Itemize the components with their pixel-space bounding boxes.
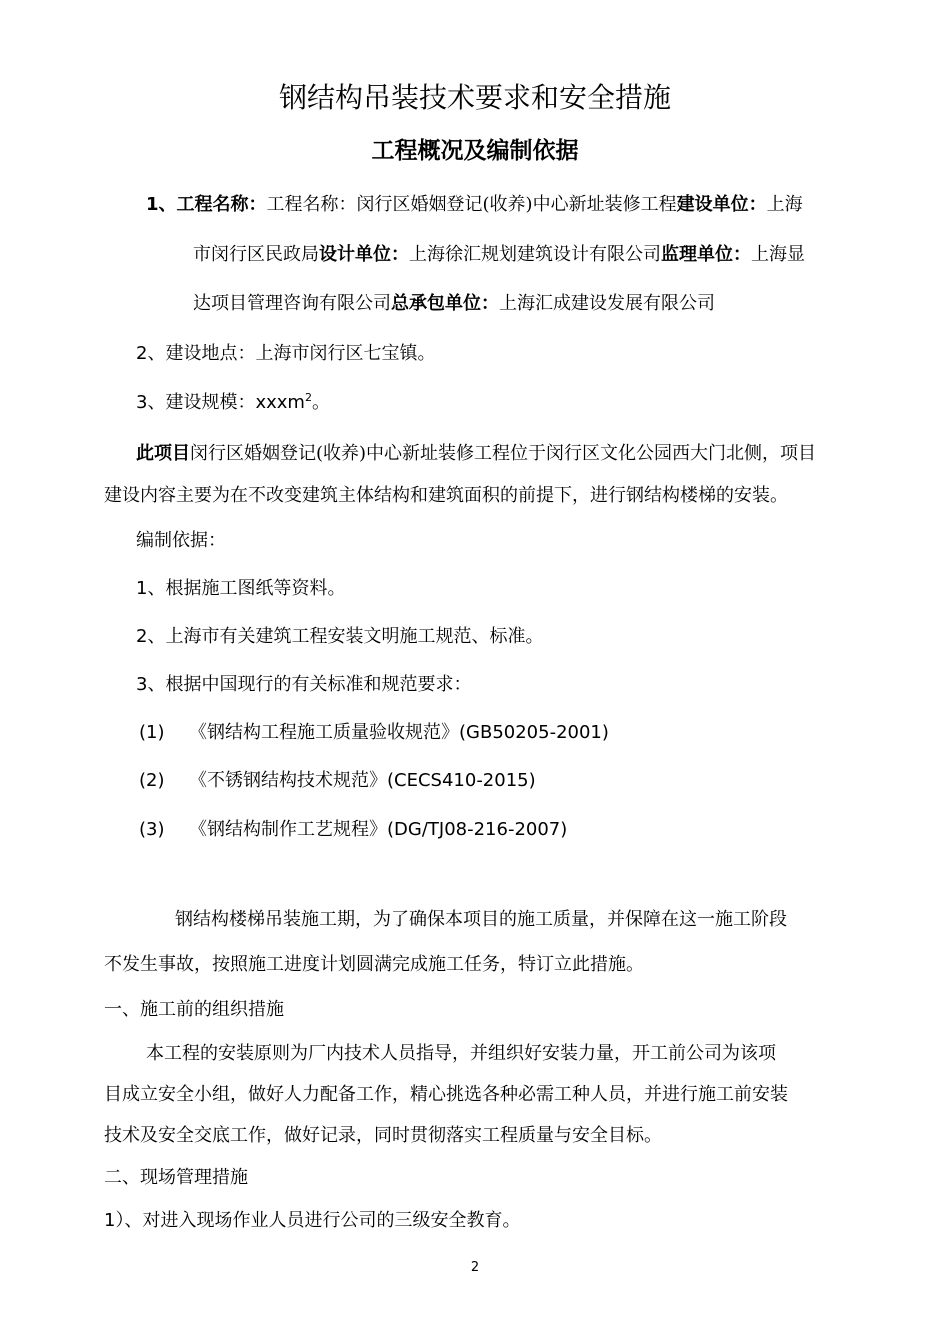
standard-text-2: 《不锈钢结构技术规范》(CECS410-2015) — [189, 770, 536, 791]
basis-heading: 编制依据： — [136, 530, 226, 551]
standard-text-1: 《钢结构工程施工质量验收规范》(GB50205-2001) — [189, 722, 609, 743]
project-scale-text: 3、建设规模：xxxm — [136, 392, 305, 413]
contractor-value: 上海汇成建设发展有限公司 — [499, 293, 715, 314]
basis-item-2: 2、上海市有关建筑工程安装文明施工规范、标准。 — [136, 626, 544, 647]
project-info-line-2 — [193, 240, 805, 270]
basis-item-3: 3、根据中国现行的有关标准和规范要求： — [136, 674, 472, 695]
contractor-label: 总承包单位： — [391, 293, 499, 314]
standard-num-2: (2) — [139, 770, 165, 791]
standard-item-2 — [139, 766, 536, 796]
section-2-heading: 二、现场管理措施 — [104, 1167, 248, 1188]
section-1-line-3: 技术及安全交底工作，做好记录，同时贯彻落实工程质量与安全目标。 — [104, 1125, 662, 1146]
design-value: 上海徐汇规划建筑设计有限公司 — [409, 244, 661, 265]
intro-lead: 此项目 — [136, 443, 190, 464]
project-location: 2、建设地点：上海市闵行区七宝镇。 — [136, 343, 436, 364]
standard-item-1 — [139, 718, 609, 748]
document-subtitle: 工程概况及编制依据 — [371, 138, 579, 164]
page-number: 2 — [470, 1260, 480, 1275]
design-label: 设计单位： — [319, 244, 409, 265]
project-scale-end: 。 — [311, 392, 330, 413]
project-info-line-1 — [146, 190, 803, 220]
standard-num-1: (1) — [139, 722, 165, 743]
owner-label: 建设单位： — [676, 194, 767, 215]
project-name-label: 1、工程名称： — [146, 194, 267, 215]
intro-line-1 — [136, 439, 816, 469]
intro-line-1-rest: 闵行区婚姻登记(收养)中心新址装修工程位于闵行区文化公园西大门北侧，项目 — [190, 443, 817, 464]
standard-text-3: 《钢结构制作工艺规程》(DG/TJ08-216-2007) — [189, 819, 568, 840]
section-2-item-1: 1）、对进入现场作业人员进行公司的三级安全教育。 — [104, 1210, 521, 1231]
supervisor-value-part1: 上海显 — [751, 244, 805, 265]
purpose-line-2: 不发生事故，按照施工进度计划圆满完成施工任务，特订立此措施。 — [104, 954, 644, 975]
purpose-line-1: 钢结构楼梯吊装施工期，为了确保本项目的施工质量，并保障在这一施工阶段 — [175, 909, 787, 930]
supervisor-value-part2: 达项目管理咨询有限公司 — [193, 293, 391, 314]
standard-num-3: (3) — [139, 819, 165, 840]
section-1-line-2: 目成立安全小组，做好人力配备工作，精心挑选各种必需工种人员，并进行施工前安装 — [104, 1084, 788, 1105]
section-1-line-1: 本工程的安装原则为厂内技术人员指导，并组织好安装力量，开工前公司为该项 — [146, 1043, 776, 1064]
owner-value-part1: 上海 — [766, 194, 803, 215]
supervisor-label: 监理单位： — [661, 244, 751, 265]
project-scale-superscript: 2 — [304, 391, 312, 404]
project-scale — [136, 388, 330, 418]
project-info-line-3 — [193, 289, 715, 319]
intro-line-2: 建设内容主要为在不改变建筑主体结构和建筑面积的前提下，进行钢结构楼梯的安装。 — [104, 485, 788, 506]
owner-value-part2: 市闵行区民政局 — [193, 244, 319, 265]
project-name-value: 工程名称：闵行区婚姻登记(收养)中心新址装修工程 — [266, 194, 677, 215]
standard-item-3 — [139, 815, 567, 845]
document-title: 钢结构吊装技术要求和安全措施 — [278, 81, 671, 114]
basis-item-1: 1、根据施工图纸等资料。 — [136, 578, 346, 599]
section-1-heading: 一、施工前的组织措施 — [104, 999, 284, 1020]
